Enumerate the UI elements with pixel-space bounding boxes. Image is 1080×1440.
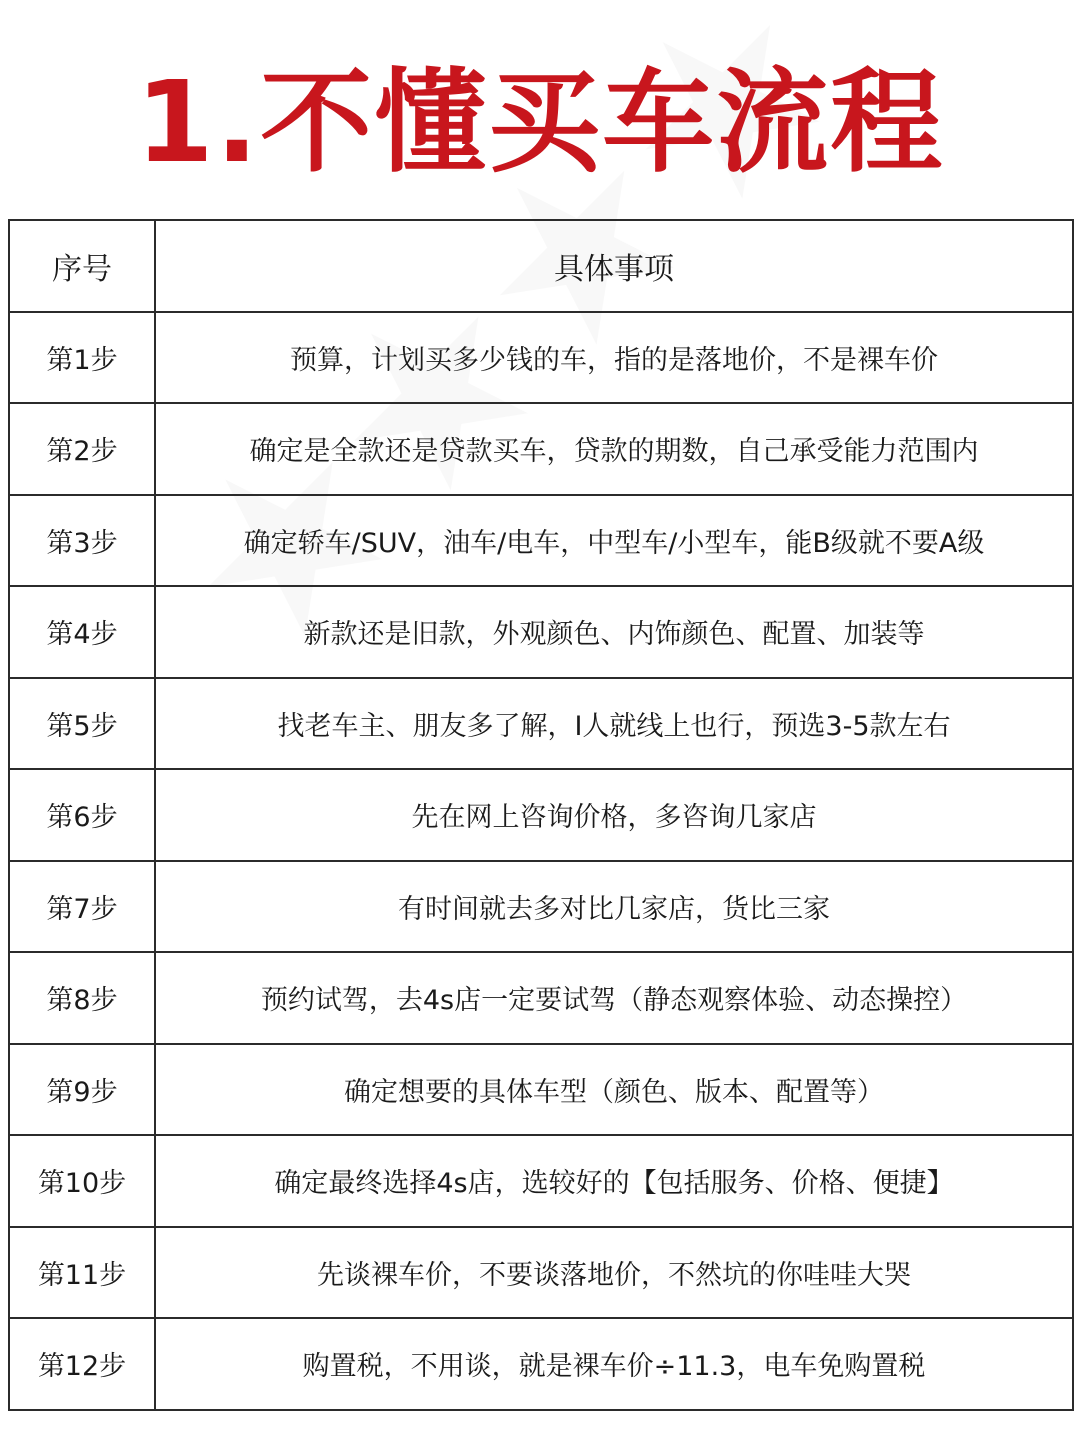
step-label: 第7步 (9, 861, 155, 953)
table-row (9, 495, 1073, 587)
table-row (9, 312, 1073, 404)
table-row (9, 586, 1073, 678)
step-item: 预约试驾，去4s店一定要试驾（静态观察体验、动态操控） (155, 952, 1073, 1044)
step-label: 第3步 (9, 495, 155, 587)
table-row (9, 1044, 1073, 1136)
step-item: 预算，计划买多少钱的车，指的是落地价，不是裸车价 (155, 312, 1073, 404)
step-label: 第1步 (9, 312, 155, 404)
step-item: 新款还是旧款，外观颜色、内饰颜色、配置、加装等 (155, 586, 1073, 678)
table-row (9, 1318, 1073, 1410)
table-row (9, 952, 1073, 1044)
step-label: 第2步 (9, 403, 155, 495)
table-header-row (9, 220, 1073, 312)
step-item: 找老车主、朋友多了解，I人就线上也行，预选3-5款左右 (155, 678, 1073, 770)
header-step-number: 序号 (9, 220, 155, 312)
step-label: 第4步 (9, 586, 155, 678)
table-row (9, 1227, 1073, 1319)
table-row (9, 769, 1073, 861)
page-title: 1.不懂买车流程 (135, 58, 945, 188)
table-row (9, 403, 1073, 495)
table-row (9, 678, 1073, 770)
table-row (9, 1135, 1073, 1227)
step-item: 确定轿车/SUV，油车/电车，中型车/小型车，能B级就不要A级 (155, 495, 1073, 587)
step-item: 确定想要的具体车型（颜色、版本、配置等） (155, 1044, 1073, 1136)
step-label: 第11步 (9, 1227, 155, 1319)
step-item: 有时间就去多对比几家店，货比三家 (155, 861, 1073, 953)
step-item: 确定最终选择4s店，选较好的【包括服务、价格、便捷】 (155, 1135, 1073, 1227)
step-item: 先在网上咨询价格，多咨询几家店 (155, 769, 1073, 861)
step-label: 第12步 (9, 1318, 155, 1410)
step-item: 购置税，不用谈，就是裸车价÷11.3，电车免购置税 (155, 1318, 1073, 1410)
steps-table (8, 219, 1074, 1411)
step-label: 第5步 (9, 678, 155, 770)
step-label: 第8步 (9, 952, 155, 1044)
step-label: 第9步 (9, 1044, 155, 1136)
header-item: 具体事项 (155, 220, 1073, 312)
table-row (9, 861, 1073, 953)
step-label: 第10步 (9, 1135, 155, 1227)
step-label: 第6步 (9, 769, 155, 861)
step-item: 先谈裸车价，不要谈落地价，不然坑的你哇哇大哭 (155, 1227, 1073, 1319)
step-item: 确定是全款还是贷款买车，贷款的期数，自己承受能力范围内 (155, 403, 1073, 495)
